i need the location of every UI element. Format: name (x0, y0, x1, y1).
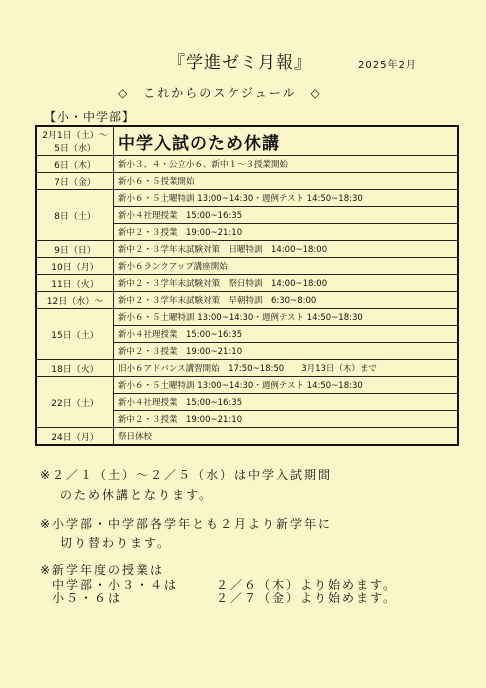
date-cell: 12日（水）～ (36, 292, 114, 309)
event-cell: 新中２・３学年末試験対策 祭日特訓 14:00~18:00 (114, 275, 459, 292)
date-cell: 8日（土） (36, 190, 114, 241)
note-text: のため休講となります。 (60, 488, 214, 502)
note-text: 中学部・小３・４は (52, 578, 179, 592)
event-cell: 新中２・３授業 19:00~21:10 (114, 224, 459, 241)
date-cell: 6日（木） (36, 156, 114, 173)
event-cell: 新小４社理授業 15:00~16:35 (114, 394, 459, 411)
event-cell: 祭日休校 (114, 428, 459, 446)
event-cell: 新中２・３授業 19:00~21:10 (114, 411, 459, 428)
note-text: ※新学年度の授業は (40, 563, 165, 577)
issue-date: 2025年2月 (358, 60, 417, 71)
note-text: ２／６（木）より始めます。 (216, 578, 398, 592)
table-row (36, 377, 458, 394)
date-line: 2月1日（土）～ (42, 131, 108, 141)
note-text: 小５・６は (52, 591, 123, 605)
page-title: 『学進ゼミ月報』 (168, 53, 312, 73)
note-text: ※２／１（土）～２／５（水）は中学入試期間 (40, 468, 333, 482)
date-cell: 22日（土） (36, 377, 114, 428)
event-cell: 新中２・３学年末試験対策 日曜特訓 14:00~18:00 (114, 241, 459, 258)
event-cell: 中学入試のため休講 (114, 126, 459, 156)
note-text: ※小学部・中学部各学年とも２月より新学年に (40, 517, 333, 531)
date-line: 5日（水） (54, 144, 96, 154)
event-cell: 新小３、４・公立小６、新中１～３授業開始 (114, 156, 459, 173)
table-row (36, 292, 458, 309)
schedule-heading: ◇ これからのスケジュール ◇ (118, 86, 322, 100)
date-cell: 18日（火） (36, 360, 114, 377)
date-cell: 10日（月） (36, 258, 114, 275)
table-row (36, 241, 458, 258)
note-text: ２／７（金）より始めます。 (216, 591, 398, 605)
table-row (36, 156, 458, 173)
event-cell: 新中２・３学年末試験対策 早朝特訓 6:30~8:00 (114, 292, 459, 309)
date-cell: 11日（火） (36, 275, 114, 292)
event-cell: 新小６・５土曜特訓 13:00~14:30・週例テスト 14:50~18:30 (114, 377, 459, 394)
date-cell (36, 126, 114, 156)
event-cell: 新中２・３授業 19:00~21:10 (114, 343, 459, 360)
event-cell: 新小４社理授業 15:00~16:35 (114, 326, 459, 343)
table-row (36, 126, 458, 156)
event-cell: 新小６ランクアップ講座開始 (114, 258, 459, 275)
table-row (36, 173, 458, 190)
event-cell: 新小４社理授業 15:00~16:35 (114, 207, 459, 224)
schedule-table (35, 125, 459, 446)
date-cell: 9日（日） (36, 241, 114, 258)
event-cell: 旧小６アドバンス講習開始 17:50~18:50 3月13日（木）まで (114, 360, 459, 377)
section-label: 【小・中学部】 (44, 110, 136, 124)
note-text: 切り替わります。 (60, 536, 172, 550)
event-cell: 新小６・５土曜特訓 13:00~14:30・週例テスト 14:50~18:30 (114, 190, 459, 207)
table-row (36, 309, 458, 326)
table-row (36, 258, 458, 275)
event-cell: 新小６・５授業開始 (114, 173, 459, 190)
table-row (36, 428, 458, 446)
date-cell: 15日（土） (36, 309, 114, 360)
table-row (36, 190, 458, 207)
table-row (36, 360, 458, 377)
date-cell: 7日（金） (36, 173, 114, 190)
table-row (36, 275, 458, 292)
event-cell: 新小６・５土曜特訓 13:00~14:30・週例テスト 14:50~18:30 (114, 309, 459, 326)
date-cell: 24日（月） (36, 428, 114, 446)
